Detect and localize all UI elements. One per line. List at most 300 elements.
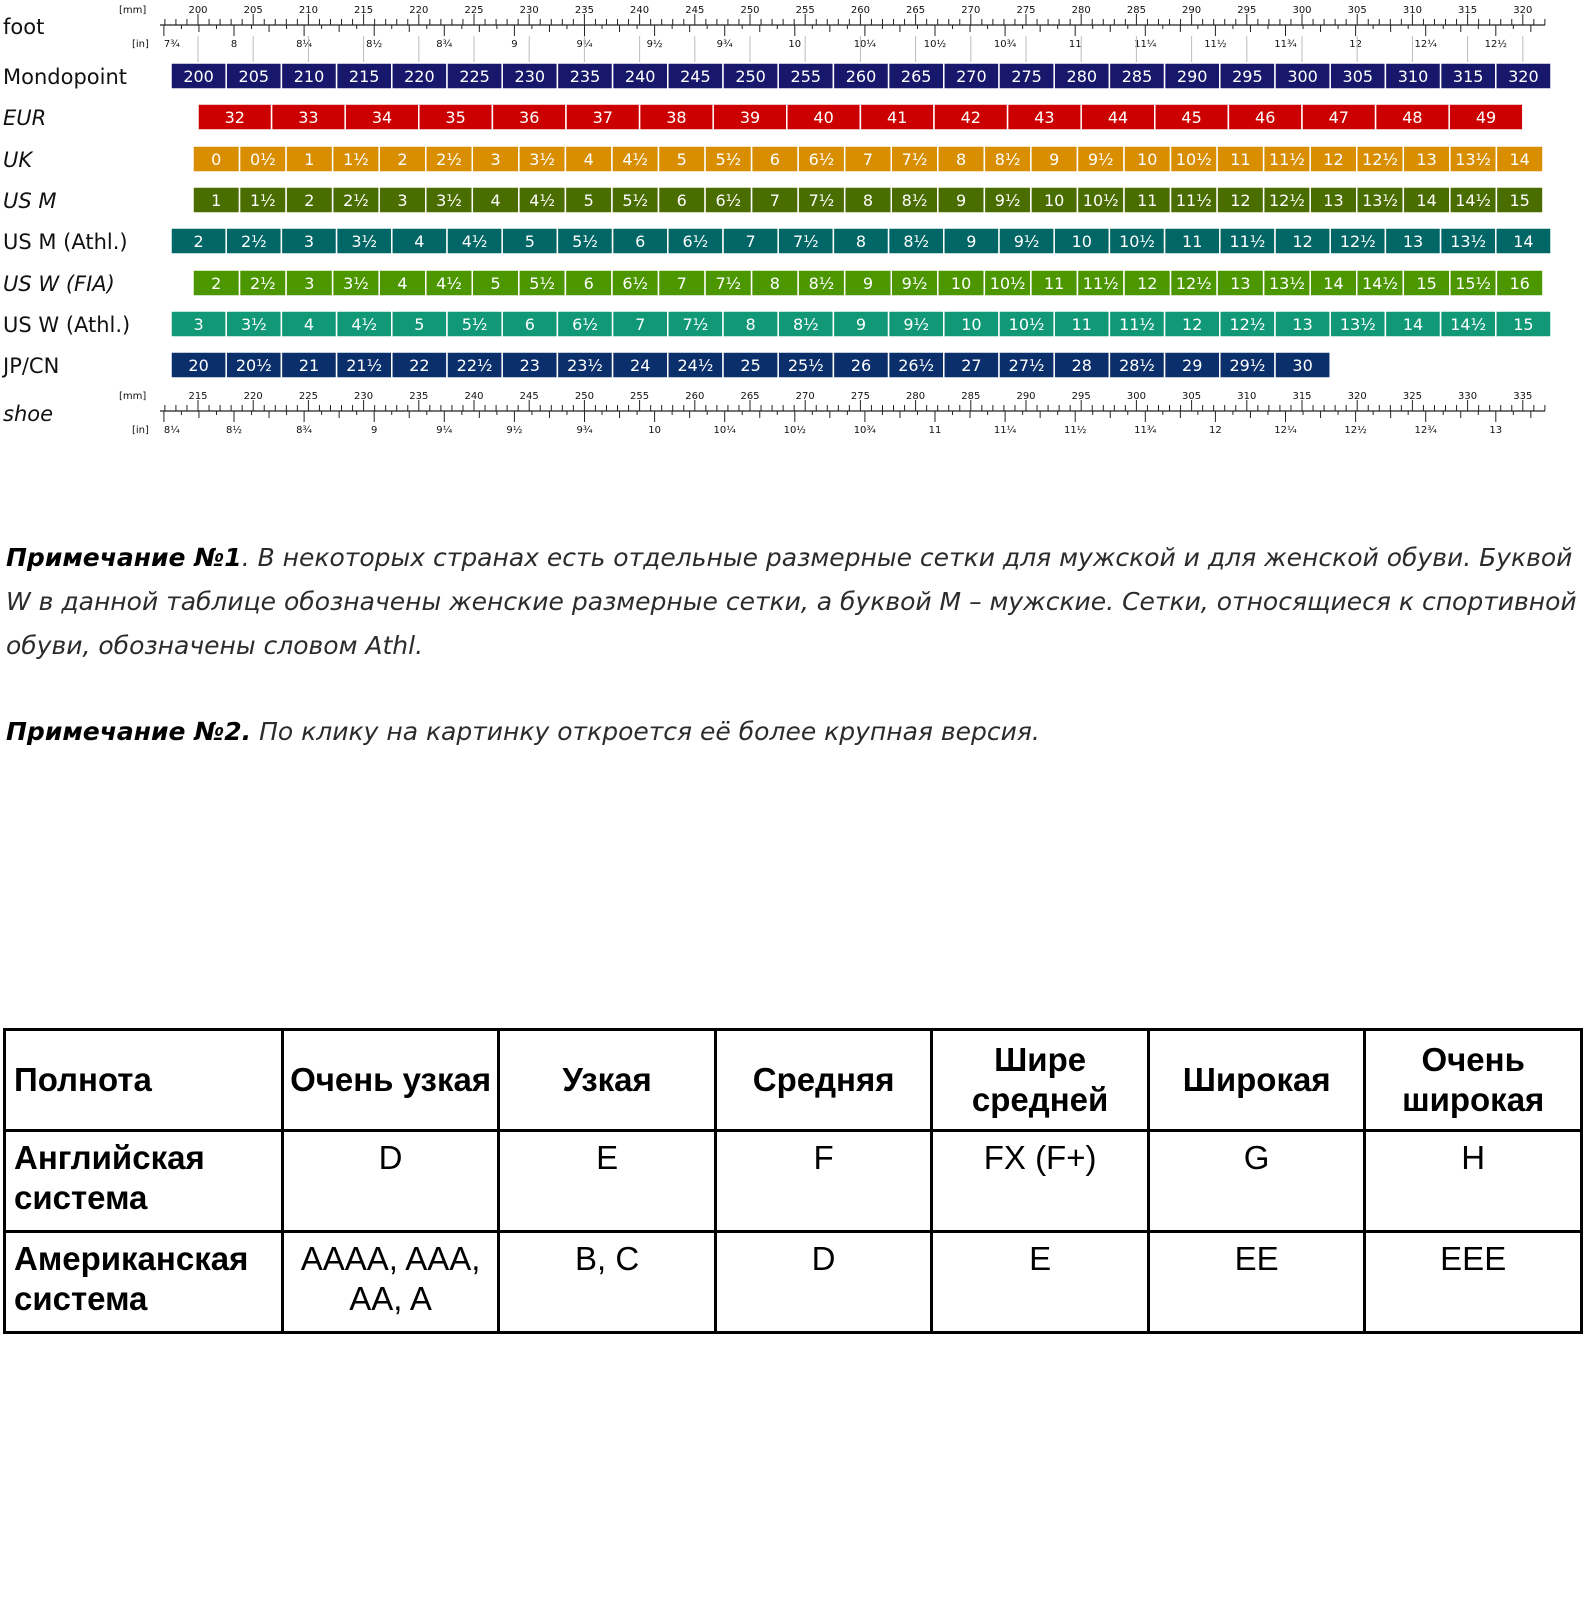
in-tick-label: 13 xyxy=(1489,425,1503,436)
mm-tick-label: 255 xyxy=(630,391,650,402)
note-1-text: . В некоторых странах есть отдельные размерные сетки для мужской и для женской обуви. Буквой W в данной таблице обозначены женские размерные сетки, а буквой M – мужские. Сетки, относящиеся к спортивной обуви, обозначены словом Athl. xyxy=(6,543,1577,660)
size-cell-label: 34 xyxy=(371,108,393,127)
mm-tick-label: 240 xyxy=(464,391,484,402)
size-rows xyxy=(1,63,1551,378)
size-cell-label: 3 xyxy=(490,150,501,169)
in-tick-label: 10½ xyxy=(783,425,807,436)
shoe-scale xyxy=(3,391,1545,436)
size-cell-label: 1½ xyxy=(343,150,369,169)
in-tick-label: 9¾ xyxy=(576,425,593,436)
size-cell-label: 27 xyxy=(961,356,982,375)
row-label: US M xyxy=(3,189,57,213)
size-cell-label: 12 xyxy=(1137,274,1158,293)
in-tick-label: 11¾ xyxy=(1274,39,1297,50)
size-cell-label: 13 xyxy=(1416,150,1437,169)
mm-tick-label: 285 xyxy=(1126,5,1146,16)
mm-tick-label: 325 xyxy=(1402,391,1422,402)
mm-tick-label: 215 xyxy=(188,391,208,402)
size-cell-label: 20 xyxy=(188,356,209,375)
row-label: UK xyxy=(3,148,33,172)
table-row-english xyxy=(5,1131,1582,1232)
shoe-size-chart[interactable] xyxy=(0,0,1586,460)
in-tick-label: 10 xyxy=(788,39,802,50)
size-cell-label: 5 xyxy=(414,315,425,334)
size-cell-label: 25½ xyxy=(787,356,824,375)
mm-tick-label: 235 xyxy=(409,391,429,402)
mm-tick-label: 310 xyxy=(1402,5,1422,16)
mm-tick-label: 310 xyxy=(1237,391,1257,402)
size-cell-label: 9½ xyxy=(901,274,928,293)
size-cell-label: 28 xyxy=(1071,356,1092,375)
in-tick-label: 9¼ xyxy=(576,39,593,50)
size-cell-label: 14 xyxy=(1416,191,1437,210)
size-row-mondopoint xyxy=(3,63,1551,89)
in-tick-label: 10½ xyxy=(923,39,947,50)
size-cell-label: 10 xyxy=(1137,150,1158,169)
size-cell-label: 9½ xyxy=(1013,232,1040,251)
size-cell-label: 35 xyxy=(445,108,466,127)
size-cell-label: 14½ xyxy=(1450,315,1487,334)
in-tick-label: 11½ xyxy=(1204,39,1227,50)
size-cell-label: 7½ xyxy=(682,315,709,334)
size-cell-label: 16 xyxy=(1509,274,1530,293)
in-tick-label: 9¾ xyxy=(716,39,733,50)
in-tick-label: 8½ xyxy=(366,39,383,50)
size-cell-label: 240 xyxy=(624,67,656,86)
mm-tick-label: 230 xyxy=(519,5,539,16)
size-cell-label: 8½ xyxy=(903,232,930,251)
size-cell-label: 12 xyxy=(1182,315,1203,334)
size-cell-label: 4 xyxy=(414,232,425,251)
size-cell-label: 11 xyxy=(1043,274,1065,293)
size-cell-label: 5½ xyxy=(715,150,742,169)
mm-tick-label: 320 xyxy=(1513,5,1533,16)
note-1-label: Примечание №1 xyxy=(6,543,242,572)
size-cell-label: 30 xyxy=(1292,356,1313,375)
in-tick-label: 8¼ xyxy=(163,425,180,436)
in-tick-label: 11¾ xyxy=(1134,425,1157,436)
mm-tick-label: 220 xyxy=(409,5,429,16)
size-cell-label: 3½ xyxy=(351,232,378,251)
size-cell-label: 11 xyxy=(1071,315,1092,334)
size-row-us-m-athl xyxy=(3,228,1551,254)
row-label-american: Американская система xyxy=(5,1232,283,1333)
mm-tick-label: 260 xyxy=(850,5,870,16)
size-cell-label: 24½ xyxy=(677,356,714,375)
size-cell-label: 7½ xyxy=(901,150,928,169)
table-cell: AAAA, AAA, AA, A xyxy=(282,1232,499,1333)
size-cell-label: 36 xyxy=(519,108,540,127)
mm-unit: [mm] xyxy=(119,391,147,402)
header-wider-medium: Шире средней xyxy=(932,1030,1149,1131)
size-cell-label: 10 xyxy=(1043,191,1065,210)
size-cell-label: 10½ xyxy=(1175,150,1212,169)
size-cell-label: 2½ xyxy=(249,274,276,293)
mm-tick-label: 235 xyxy=(574,5,594,16)
table-cell: E xyxy=(499,1131,716,1232)
size-cell-label: 13 xyxy=(1230,274,1251,293)
in-unit: [in] xyxy=(132,39,149,50)
size-row-jp-cn xyxy=(1,352,1330,378)
header-very-narrow: Очень узкая xyxy=(282,1030,499,1131)
in-tick-label: 11¼ xyxy=(993,425,1017,436)
mm-tick-label: 320 xyxy=(1347,391,1367,402)
size-cell-label: 8 xyxy=(855,232,867,251)
mm-tick-label: 225 xyxy=(464,5,484,16)
mm-tick-label: 275 xyxy=(1016,5,1036,16)
size-cell-label: 2 xyxy=(397,150,408,169)
mm-tick-label: 315 xyxy=(1458,5,1478,16)
size-cell-label: 2 xyxy=(211,274,222,293)
note-2-label: Примечание №2. xyxy=(6,717,252,746)
size-cell-label: 15 xyxy=(1513,315,1534,334)
size-row-eur xyxy=(3,104,1523,130)
mm-tick-label: 265 xyxy=(906,5,926,16)
size-row-us-w-athl xyxy=(3,311,1551,337)
size-cell-label: 12½ xyxy=(1175,274,1212,293)
mm-tick-label: 250 xyxy=(740,5,760,16)
mm-tick-label: 230 xyxy=(354,391,374,402)
size-cell-label: 22½ xyxy=(456,356,493,375)
size-cell-label: 14 xyxy=(1509,150,1530,169)
mm-tick-label: 335 xyxy=(1513,391,1533,402)
mm-tick-label: 280 xyxy=(1071,5,1091,16)
size-cell-label: 29½ xyxy=(1229,356,1266,375)
size-cell-label: 6 xyxy=(676,191,687,210)
size-cell-label: 3 xyxy=(304,274,315,293)
in-tick-label: 10¼ xyxy=(853,39,877,50)
size-cell-label: 9 xyxy=(966,232,977,251)
size-cell-label: 11½ xyxy=(1175,191,1212,210)
size-cell-label: 43 xyxy=(1034,108,1055,127)
mm-tick-label: 205 xyxy=(243,5,263,16)
mm-tick-label: 315 xyxy=(1292,391,1312,402)
size-cell-label: 13½ xyxy=(1339,315,1376,334)
size-cell-label: 3 xyxy=(303,232,315,251)
mm-tick-label: 300 xyxy=(1126,391,1146,402)
size-cell-label: 11½ xyxy=(1268,150,1305,169)
in-tick-label: 8½ xyxy=(225,425,243,436)
size-cell-label: 38 xyxy=(666,108,687,127)
size-cell-label: 6½ xyxy=(808,150,835,169)
size-cell-label: 6½ xyxy=(682,232,709,251)
size-cell-label: 13½ xyxy=(1268,274,1305,293)
size-cell-label: 295 xyxy=(1232,67,1263,86)
size-cell-label: 220 xyxy=(404,67,435,86)
size-cell-label: 9½ xyxy=(903,315,930,334)
table-cell: EE xyxy=(1148,1232,1365,1333)
in-tick-label: 10¾ xyxy=(853,425,877,436)
size-cell-label: 200 xyxy=(183,67,214,86)
size-cell-label: 3 xyxy=(193,315,204,334)
size-cell-label: 44 xyxy=(1107,108,1129,127)
size-cell-label: 275 xyxy=(1011,67,1042,86)
size-cell-label: 47 xyxy=(1328,108,1349,127)
size-cell-label: 1 xyxy=(304,150,315,169)
size-cell-label: 260 xyxy=(845,67,877,86)
size-cell-label: 4 xyxy=(490,191,501,210)
in-tick-label: 9¼ xyxy=(436,425,453,436)
in-tick-label: 12 xyxy=(1349,39,1362,50)
size-cell-label: 5½ xyxy=(529,274,555,293)
size-cell-label: 6½ xyxy=(622,274,649,293)
size-cell-label: 7 xyxy=(745,232,756,251)
size-cell-label: 2½ xyxy=(436,150,462,169)
size-cell-label: 12 xyxy=(1292,232,1313,251)
header-width: Полнота xyxy=(5,1030,283,1131)
mm-tick-label: 215 xyxy=(354,5,374,16)
size-cell-label: 210 xyxy=(293,67,325,86)
size-cell-label: 2½ xyxy=(343,191,369,210)
size-cell-label: 41 xyxy=(887,108,908,127)
in-tick-label: 9½ xyxy=(646,39,663,50)
size-cell-label: 5½ xyxy=(572,232,598,251)
width-table xyxy=(3,1028,1583,1334)
size-cell-label: 8½ xyxy=(808,274,835,293)
size-cell-label: 28½ xyxy=(1119,356,1155,375)
mm-tick-label: 300 xyxy=(1292,5,1312,16)
size-cell-label: 22 xyxy=(409,356,430,375)
size-cell-label: 21 xyxy=(298,356,320,375)
table-cell: B, C xyxy=(499,1232,716,1333)
size-cell-label: 230 xyxy=(514,67,546,86)
size-cell-label: 235 xyxy=(569,67,601,86)
size-cell-label: 25 xyxy=(740,356,761,375)
header-medium: Средняя xyxy=(715,1030,932,1131)
size-cell-label: 13½ xyxy=(1362,191,1398,210)
size-cell-label: 320 xyxy=(1508,67,1539,86)
size-cell-label: 255 xyxy=(790,67,822,86)
size-cell-label: 7½ xyxy=(808,191,835,210)
in-tick-label: 8¼ xyxy=(296,39,313,50)
table-cell: F xyxy=(715,1131,932,1232)
foot-scale xyxy=(3,5,1545,62)
size-cell-label: 12 xyxy=(1323,150,1344,169)
size-cell-label: 24 xyxy=(630,356,651,375)
size-cell-label: 5 xyxy=(583,191,594,210)
table-cell: FX (F+) xyxy=(932,1131,1149,1232)
in-tick-label: 7¾ xyxy=(163,39,180,50)
size-cell-label: 245 xyxy=(680,67,711,86)
in-tick-label: 8 xyxy=(230,39,238,50)
size-cell-label: 250 xyxy=(735,67,766,86)
mm-tick-label: 225 xyxy=(298,391,318,402)
size-cell-label: 6½ xyxy=(572,315,598,334)
row-label: EUR xyxy=(3,106,47,130)
mm-tick-label: 290 xyxy=(1016,391,1036,402)
size-cell-label: 48 xyxy=(1402,108,1423,127)
in-unit: [in] xyxy=(132,425,149,436)
size-cell-label: 4 xyxy=(583,150,594,169)
size-cell-label: 3½ xyxy=(529,150,555,169)
size-cell-label: 9½ xyxy=(1087,150,1114,169)
size-cell-label: 3½ xyxy=(436,191,462,210)
size-cell-label: 10 xyxy=(961,315,982,334)
header-narrow: Узкая xyxy=(499,1030,716,1131)
size-cell-label: 0 xyxy=(211,150,222,169)
size-cell-label: 4 xyxy=(397,274,408,293)
size-cell-label: 7½ xyxy=(715,274,742,293)
size-cell-label: 9 xyxy=(862,274,874,293)
size-cell-label: 5 xyxy=(524,232,535,251)
size-cell-label: 9 xyxy=(855,315,867,334)
in-tick-label: 10¾ xyxy=(993,39,1017,50)
size-cell-label: 215 xyxy=(348,67,380,86)
size-cell-label: 12½ xyxy=(1268,191,1305,210)
mm-tick-label: 270 xyxy=(961,5,981,16)
row-label-english: Английская система xyxy=(5,1131,283,1232)
mm-tick-label: 260 xyxy=(685,391,705,402)
size-cell-label: 21½ xyxy=(346,356,383,375)
size-cell-label: 6½ xyxy=(715,191,742,210)
mm-tick-label: 295 xyxy=(1237,5,1257,16)
size-cell-label: 1 xyxy=(211,191,222,210)
mm-tick-label: 220 xyxy=(243,391,263,402)
mm-tick-label: 285 xyxy=(961,391,981,402)
size-cell-label: 225 xyxy=(459,67,490,86)
size-cell-label: 7 xyxy=(769,191,780,210)
size-cell-label: 33 xyxy=(298,108,319,127)
size-cell-label: 7 xyxy=(862,150,874,169)
note-2-text: По клику на картинку откроется её более крупная версия. xyxy=(251,717,1040,746)
mm-unit: [mm] xyxy=(119,5,147,16)
size-cell-label: 285 xyxy=(1121,67,1153,86)
in-tick-label: 11 xyxy=(928,425,942,436)
size-cell-label: 2 xyxy=(304,191,315,210)
table-cell: E xyxy=(932,1232,1149,1333)
size-cell-label: 11 xyxy=(1182,232,1203,251)
mm-tick-label: 290 xyxy=(1182,5,1202,16)
mm-tick-label: 210 xyxy=(298,5,318,16)
in-tick-label: 9 xyxy=(511,39,518,50)
size-cell-label: 11½ xyxy=(1082,274,1119,293)
size-cell-label: 280 xyxy=(1066,67,1098,86)
size-cell-label: 27½ xyxy=(1008,356,1045,375)
note-1 xyxy=(6,536,1586,668)
size-cell-label: 14½ xyxy=(1455,191,1492,210)
size-cell-label: 8½ xyxy=(994,150,1021,169)
size-cell-label: 12½ xyxy=(1362,150,1398,169)
size-cell-label: 4½ xyxy=(529,191,555,210)
size-cell-label: 10½ xyxy=(989,274,1026,293)
size-cell-label: 5 xyxy=(490,274,501,293)
size-cell-label: 40 xyxy=(813,108,834,127)
table-cell: D xyxy=(282,1131,499,1232)
size-cell-label: 8½ xyxy=(792,315,819,334)
size-cell-label: 7 xyxy=(676,274,687,293)
size-cell-label: 26 xyxy=(850,356,872,375)
size-cell-label: 10½ xyxy=(1119,232,1155,251)
size-cell-label: 42 xyxy=(960,108,981,127)
size-cell-label: 10 xyxy=(1071,232,1092,251)
size-cell-label: 23½ xyxy=(567,356,603,375)
size-cell-label: 15 xyxy=(1416,274,1437,293)
size-cell-label: 305 xyxy=(1342,67,1374,86)
mm-tick-label: 200 xyxy=(188,5,208,16)
mm-tick-label: 245 xyxy=(519,391,539,402)
size-cell-label: 290 xyxy=(1176,67,1208,86)
size-cell-label: 205 xyxy=(238,67,270,86)
size-cell-label: 6 xyxy=(583,274,594,293)
size-cell-label: 15½ xyxy=(1455,274,1492,293)
mm-tick-label: 275 xyxy=(850,391,870,402)
mm-tick-label: 305 xyxy=(1347,5,1367,16)
size-cell-label: 14½ xyxy=(1362,274,1398,293)
table-header-row xyxy=(5,1030,1582,1131)
size-cell-label: 13½ xyxy=(1455,150,1492,169)
size-cell-label: 1½ xyxy=(249,191,276,210)
size-cell-label: 10½ xyxy=(1008,315,1045,334)
size-cell-label: 5½ xyxy=(622,191,649,210)
header-very-wide: Очень широкая xyxy=(1365,1030,1582,1131)
mm-tick-label: 280 xyxy=(906,391,926,402)
size-row-us-m xyxy=(3,187,1543,213)
table-cell: H xyxy=(1365,1131,1582,1232)
size-cell-label: 9 xyxy=(955,191,967,210)
table-row-american xyxy=(5,1232,1582,1333)
mm-tick-label: 265 xyxy=(740,391,760,402)
size-cell-label: 13½ xyxy=(1450,232,1487,251)
in-tick-label: 10 xyxy=(648,425,661,436)
mm-tick-label: 270 xyxy=(795,391,815,402)
size-cell-label: 0½ xyxy=(249,150,276,169)
row-label: Mondopoint xyxy=(3,65,128,89)
table-cell: EEE xyxy=(1365,1232,1582,1333)
mm-tick-label: 305 xyxy=(1182,391,1202,402)
in-tick-label: 8¾ xyxy=(296,425,313,436)
size-cell-label: 310 xyxy=(1397,67,1429,86)
size-cell-label: 29 xyxy=(1182,356,1203,375)
size-cell-label: 37 xyxy=(592,108,613,127)
size-cell-label: 11 xyxy=(1230,150,1251,169)
in-tick-label: 12 xyxy=(1209,425,1222,436)
size-cell-label: 5½ xyxy=(461,315,488,334)
size-cell-label: 3 xyxy=(397,191,408,210)
in-tick-label: 12¼ xyxy=(1414,39,1437,50)
size-cell-label: 14 xyxy=(1513,232,1534,251)
size-cell-label: 11½ xyxy=(1229,232,1266,251)
mm-tick-label: 250 xyxy=(574,391,594,402)
size-cell-label: 10½ xyxy=(1082,191,1119,210)
row-label: US M (Athl.) xyxy=(3,230,128,254)
scale-label: shoe xyxy=(3,402,54,426)
size-cell-label: 32 xyxy=(224,108,245,127)
size-cell-label: 46 xyxy=(1255,108,1276,127)
size-cell-label: 10 xyxy=(950,274,972,293)
size-cell-label: 12½ xyxy=(1229,315,1266,334)
size-cell-label: 3½ xyxy=(343,274,369,293)
size-cell-label: 8 xyxy=(862,191,874,210)
header-wide: Широкая xyxy=(1148,1030,1365,1131)
in-tick-label: 11¼ xyxy=(1134,39,1157,50)
size-cell-label: 26½ xyxy=(898,356,935,375)
size-cell-label: 8½ xyxy=(901,191,928,210)
in-tick-label: 12½ xyxy=(1344,425,1367,436)
size-cell-label: 3½ xyxy=(240,315,267,334)
size-cell-label: 4½ xyxy=(622,150,649,169)
size-cell-label: 7 xyxy=(635,315,646,334)
size-cell-label: 9½ xyxy=(994,191,1021,210)
in-tick-label: 9 xyxy=(371,425,378,436)
size-cell-label: 4 xyxy=(303,315,315,334)
size-cell-label: 2½ xyxy=(240,232,267,251)
size-cell-label: 8 xyxy=(745,315,756,334)
table-cell: G xyxy=(1148,1131,1365,1232)
size-cell-label: 315 xyxy=(1452,67,1484,86)
mm-tick-label: 255 xyxy=(795,5,815,16)
mm-tick-label: 240 xyxy=(630,5,650,16)
in-tick-label: 11 xyxy=(1068,39,1082,50)
